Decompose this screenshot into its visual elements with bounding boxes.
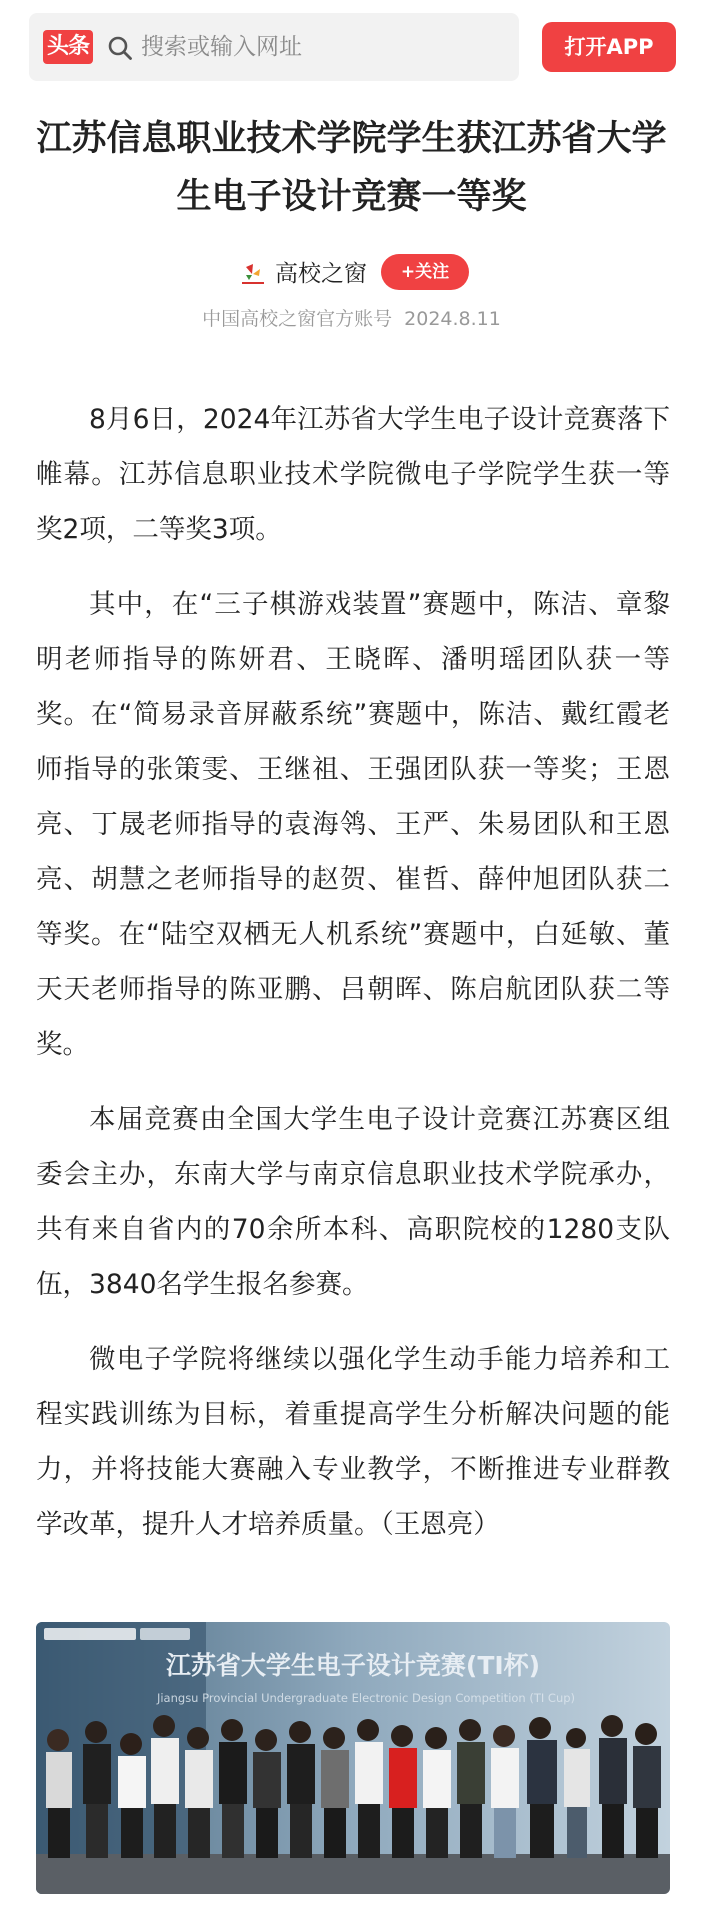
photo-logo-mark	[44, 1628, 190, 1640]
article-body	[36, 392, 670, 1572]
open-app-button[interactable]: 打开APP	[542, 22, 676, 72]
top-bar	[0, 0, 703, 92]
paragraph: 微电子学院将继续以强化学生动手能力培养和工程实践训练为目标，着重提高学生分析解决问题的能力，并将技能大赛融入专业教学，不断推进专业群教学改革，提升人才培养质量。（王恩亮）	[36, 1344, 670, 1540]
article-meta	[0, 305, 703, 333]
team-photo-image	[36, 1622, 670, 1894]
follow-button[interactable]: +关注	[381, 254, 469, 290]
paragraph: 其中，在“三子棋游戏装置”赛题中，陈洁、章黎明老师指导的陈妍君、王晓晖、潘明瑶团队获一等奖。在“简易录音屏蔽系统”赛题中，陈洁、戴红霞老师指导的张策雯、王继祖、王强团队获一等奖；王恩亮、丁晟老师指导的袁海鸰、王严、朱易团队和王恩亮、胡慧之老师指导的赵贺、崔哲、薛仲旭团队获二等奖。在“陆空双栖无人机系统”赛题中，白延敏、董天天老师指导的陈亚鹏、吕朝晖、陈启航团队获二等奖。	[36, 589, 670, 1060]
paragraph: 8月6日，2024年江苏省大学生电子设计竞赛落下帷幕。江苏信息职业技术学院微电子学院学生获一等奖2项，二等奖3项。	[36, 404, 670, 545]
account-label: 中国高校之窗官方账号	[202, 308, 393, 330]
photo-banner-subtitle: Jiangsu Provincial Undergraduate Electronic Design Competition (TI Cup)	[156, 1691, 576, 1705]
search-input[interactable]: 搜索或输入网址	[141, 34, 302, 60]
article-title: 江苏信息职业技术学院学生获江苏省大学生电子设计竞赛一等奖	[36, 119, 667, 217]
search-icon	[107, 35, 133, 61]
source-row	[0, 254, 703, 298]
team-photo[interactable]	[36, 1622, 670, 1894]
source-name[interactable]: 高校之窗	[275, 261, 367, 287]
publish-date: 2024.8.11	[404, 308, 501, 330]
search-bar[interactable]	[29, 13, 519, 81]
photo-banner-title: 江苏省大学生电子设计竞赛(TI杯)	[165, 1651, 541, 1680]
toutiao-logo[interactable]: 头条	[43, 30, 93, 64]
source-avatar[interactable]	[240, 261, 266, 287]
paragraph: 本届竞赛由全国大学生电子设计竞赛江苏赛区组委会主办，东南大学与南京信息职业技术学院承办，共有来自省内的70余所本科、高职院校的1280支队伍，3840名学生报名参赛。	[36, 1104, 670, 1300]
